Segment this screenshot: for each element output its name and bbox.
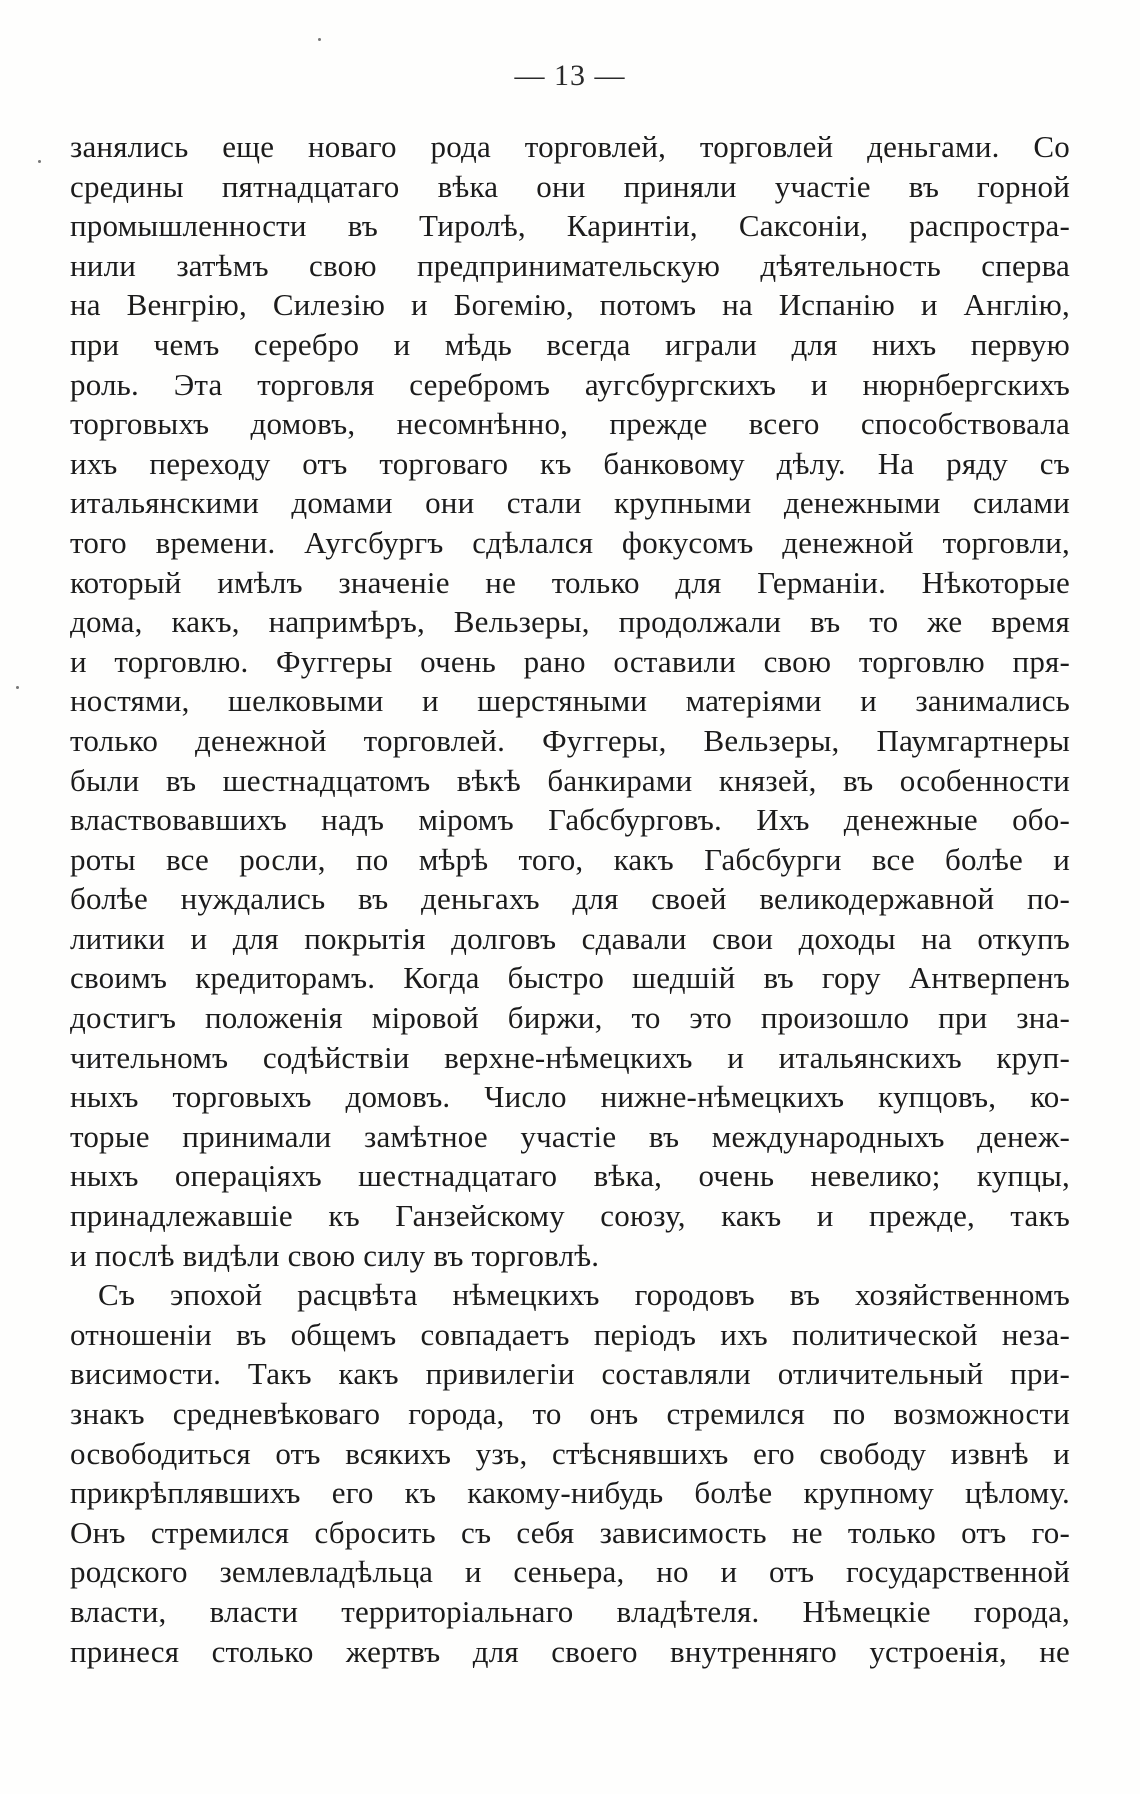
text-line: итальянскими домами они стали крупными денежными силами — [70, 485, 1070, 521]
text-line: и послѣ видѣли свою силу въ торговлѣ. — [70, 1237, 600, 1273]
text-line: того времени. Аугсбургъ сдѣлался фокусомъ денежной торговли, — [70, 524, 1070, 560]
text-line: властвовавшихъ надъ міромъ Габсбурговъ. Ихъ денежные обо- — [70, 802, 1070, 838]
body-text — [70, 127, 1070, 1671]
text-line: власти, власти территоріальнаго владѣтеля. Нѣмецкіе города, — [70, 1593, 1070, 1629]
paragraph-2 — [70, 1275, 1070, 1671]
text-line: роты все росли, по мѣрѣ того, какъ Габсбурги все болѣе и — [70, 841, 1070, 877]
text-line: были въ шестнадцатомъ вѣкѣ банкирами князей, въ особенности — [70, 762, 1070, 798]
text-line: достигъ положенія міровой биржи, то это произошло при зна- — [70, 1000, 1070, 1036]
text-line: ныхъ операціяхъ шестнадцатаго вѣка, очень невелико; купцы, — [70, 1158, 1070, 1194]
paper-speck — [16, 686, 19, 689]
text-line: отношеніи въ общемъ совпадаетъ періодъ ихъ политической неза- — [70, 1316, 1070, 1352]
text-line: роль. Эта торговля серебромъ аугсбургскихъ и нюрнбергскихъ — [70, 366, 1070, 402]
text-line: ностями, шелковыми и шерстяными матеріями и занимались — [70, 683, 1070, 719]
text-line: торые принимали замѣтное участіе въ международныхъ денеж- — [70, 1118, 1070, 1154]
text-line: промышленности въ Тиролѣ, Каринтіи, Саксоніи, распростра- — [70, 208, 1070, 244]
text-line: ныхъ торговыхъ домовъ. Число нижне-нѣмецкихъ купцовъ, ко- — [70, 1079, 1070, 1115]
text-line: который имѣлъ значеніе не только для Германіи. Нѣкоторые — [70, 564, 1070, 600]
text-line: болѣе нуждались въ деньгахъ для своей великодержавной по- — [70, 881, 1070, 917]
text-line: ихъ переходу отъ торговаго къ банковому дѣлу. На ряду съ — [70, 445, 1070, 481]
text-line: своимъ кредиторамъ. Когда быстро шедшій въ гору Антверпенъ — [70, 960, 1070, 996]
text-line: Съ эпохой расцвѣта нѣмецкихъ городовъ въ хозяйственномъ — [98, 1277, 1070, 1313]
text-line: знакъ средневѣковаго города, то онъ стремился по возможности — [70, 1396, 1070, 1431]
text-line: Онъ стремился сбросить съ себя зависимость не только отъ го- — [70, 1514, 1070, 1550]
text-line: освободиться отъ всякихъ узъ, стѣснявшихъ его свободу извнѣ и — [70, 1435, 1070, 1471]
text-line: чительномъ содѣйствіи верхне-нѣмецкихъ и итальянскихъ круп- — [70, 1039, 1070, 1075]
text-line: родского землевладѣльца и сеньера, но и отъ государственной — [70, 1554, 1070, 1590]
text-line: нили затѣмъ свою предпринимательскую дѣятельность сперва — [70, 247, 1070, 283]
text-line: торговыхъ домовъ, несомнѣнно, прежде всего способствовала — [70, 406, 1070, 442]
paper-speck — [318, 38, 321, 41]
text-line: и торговлю. Фуггеры очень рано оставили свою торговлю пря- — [70, 643, 1070, 679]
text-line: при чемъ серебро и мѣдь всегда играли для нихъ первую — [70, 326, 1070, 362]
text-line: висимости. Такъ какъ привилегіи составляли отличительный при- — [70, 1356, 1070, 1392]
text-line: прикрѣплявшихъ его къ какому-нибудь болѣе крупному цѣлому. — [70, 1475, 1070, 1511]
text-line: литики и для покрытія долговъ сдавали свои доходы на откупъ — [70, 920, 1070, 956]
text-line: принадлежавшіе къ Ганзейскому союзу, какъ и прежде, такъ — [70, 1198, 1070, 1234]
paragraph-1 — [70, 127, 1070, 1275]
text-line: дома, какъ, напримѣръ, Вельзеры, продолжали въ то же время — [70, 604, 1070, 640]
text-line: принеся столько жертвъ для своего внутренняго устроенія, не — [70, 1633, 1070, 1669]
paper-speck — [38, 160, 41, 163]
text-line: занялись еще новаго рода торговлей, торговлей деньгами. Со — [70, 129, 1070, 164]
text-line: только денежной торговлей. Фуггеры, Вельзеры, Паумгартнеры — [70, 722, 1070, 758]
text-line: средины пятнадцатаго вѣка они приняли участіе въ горной — [70, 168, 1070, 204]
text-line: на Венгрію, Силезію и Богемію, потомъ на Испанію и Англію, — [70, 287, 1070, 323]
page-number: — 13 — — [514, 59, 626, 92]
